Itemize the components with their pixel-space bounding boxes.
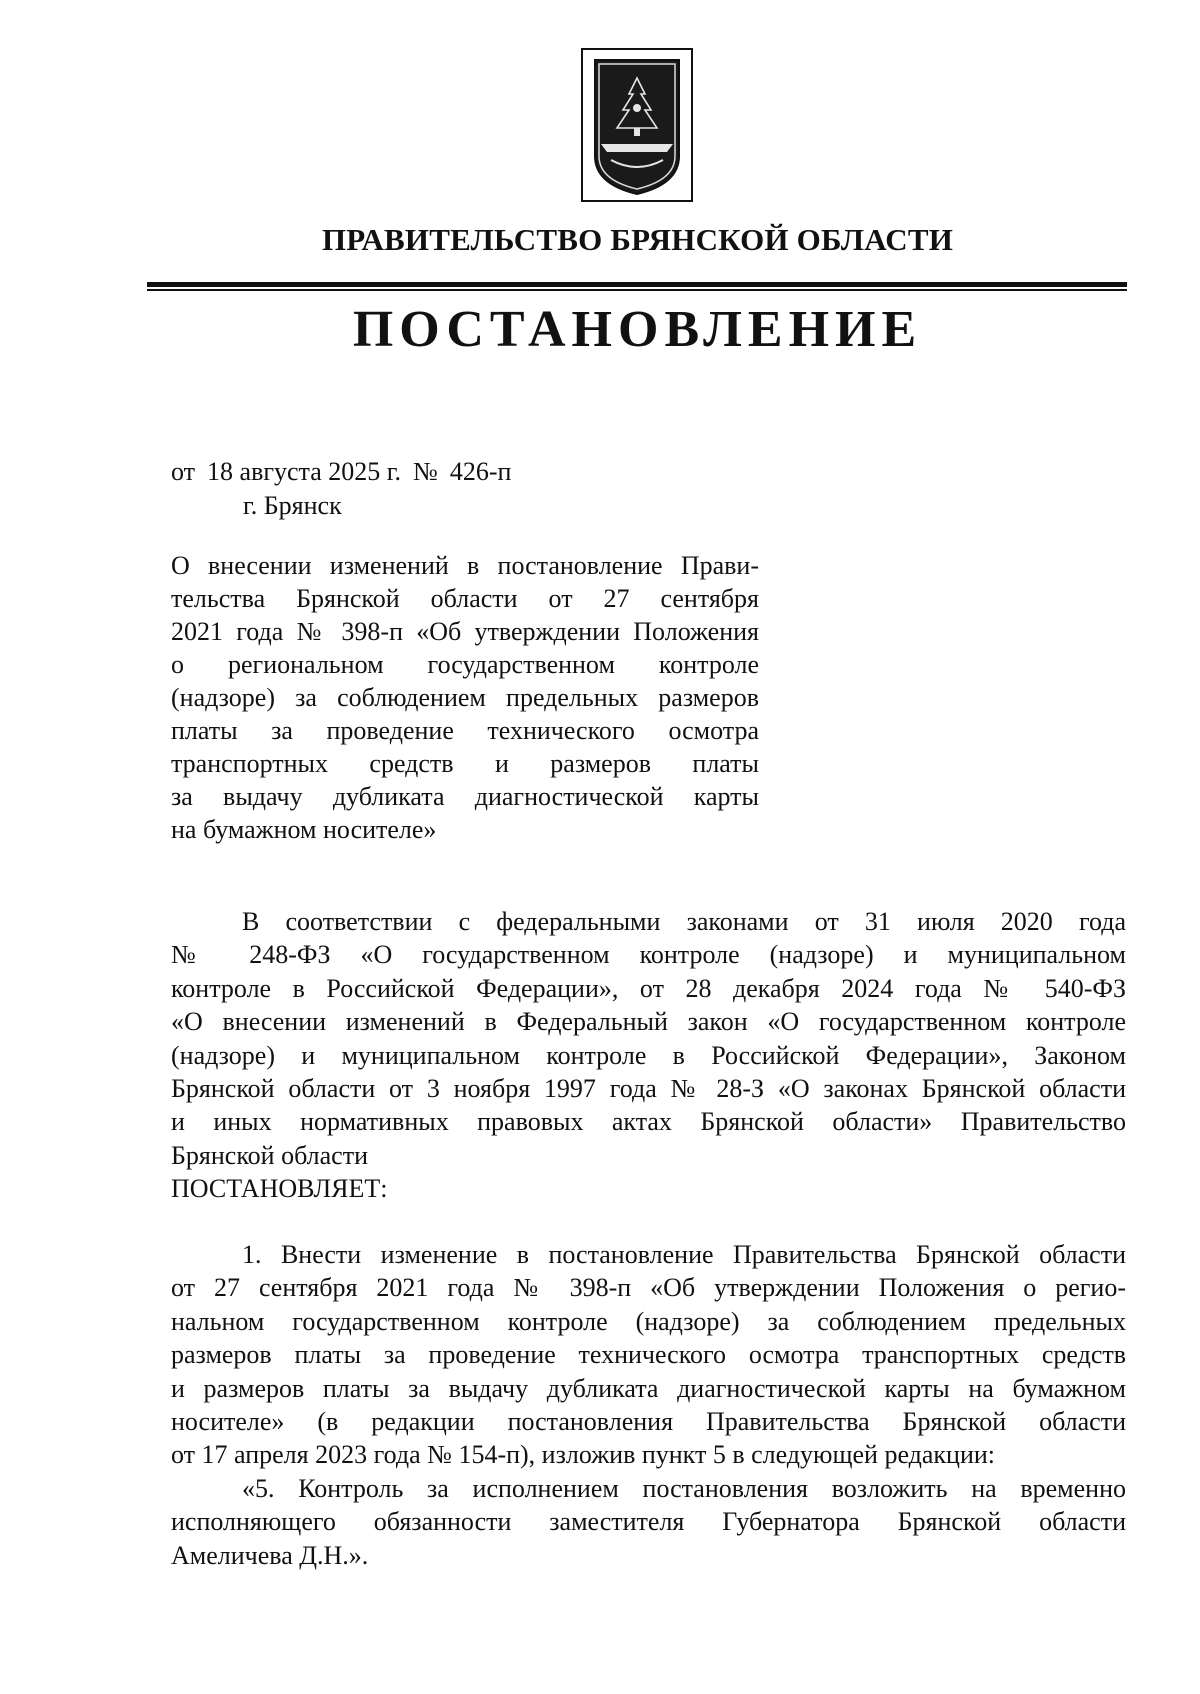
subject-line: платы за проведение технического осмотра — [171, 716, 759, 745]
clause-line: исполняющего обязанности заместителя Губернатора Брянской области — [171, 1507, 1126, 1537]
subject-line: тельства Брянской области от 27 сентября — [171, 584, 759, 613]
preamble-paragraph — [171, 905, 1126, 1206]
subject-line: (надзоре) за соблюдением предельных размеров — [171, 683, 759, 712]
preamble-line: контроле в Российской Федерации», от 28 декабря 2024 года № 540-ФЗ — [171, 973, 1126, 1003]
clause-paragraph — [171, 1238, 1126, 1572]
subject-line: 2021 года № 398-п «Об утверждении Положения — [171, 617, 759, 646]
number-sign: № — [413, 457, 438, 486]
clause-line: нальном государственном контроле (надзоре) за соблюдением предельных — [171, 1306, 1126, 1336]
preamble-line: № 248-ФЗ «О государственном контроле (надзоре) и муниципальном — [171, 940, 1126, 970]
date-prefix: от — [171, 457, 196, 486]
document-type-title: ПОСТАНОВЛЕНИЕ — [352, 301, 923, 358]
coat-of-arms-icon — [581, 48, 693, 202]
preamble-line: (надзоре) и муниципальном контроле в Российской Федерации», Законом — [171, 1040, 1126, 1070]
clause-line: от 27 сентября 2021 года № 398-п «Об утверждении Положения о регио- — [171, 1273, 1126, 1303]
preamble-line: «О внесении изменений в Федеральный закон «О государственном контроле — [171, 1007, 1126, 1037]
clause-line: 1. Внести изменение в постановление Правительства Брянской области — [242, 1240, 1126, 1269]
subject-line: на бумажном носителе» — [171, 815, 437, 844]
clause-line: Амеличева Д.Н.». — [171, 1540, 369, 1570]
document-date: 18 августа 2025 г. — [207, 457, 402, 486]
clause-line: размеров платы за проведение технического осмотра транспортных средств — [171, 1340, 1126, 1370]
preamble-line: Брянской области от 3 ноября 1997 года № 28-З «О законах Брянской области — [171, 1073, 1126, 1103]
preamble-line: и иных нормативных правовых актах Брянской области» Правительство — [171, 1107, 1126, 1137]
clause-line: «5. Контроль за исполнением постановления возложить на временно — [242, 1473, 1126, 1503]
document-city: г. Брянск — [243, 491, 342, 520]
resolves-heading: ПОСТАНОВЛЯЕТ: — [171, 1174, 388, 1204]
document-subject — [171, 549, 759, 846]
organization-title: ПРАВИТЕЛЬСТВО БРЯНСКОЙ ОБЛАСТИ — [321, 222, 954, 257]
header-divider-thin — [147, 289, 1127, 291]
clause-line: носителе» (в редакции постановления Правительства Брянской области — [171, 1406, 1126, 1436]
clause-line: от 17 апреля 2023 года № 154-п), изложив пункт 5 в следующей редакции: — [171, 1440, 996, 1470]
subject-line: транспортных средств и размеров платы — [171, 749, 759, 778]
document-number: 426-п — [449, 457, 512, 486]
preamble-line: В соответствии с федеральными законами от 31 июля 2020 года — [242, 907, 1126, 936]
subject-line: о региональном государственном контроле — [171, 650, 759, 679]
subject-line: О внесении изменений в постановление Прави- — [171, 551, 759, 580]
document-date-number — [171, 457, 511, 487]
clause-line: и размеров платы за выдачу дубликата диагностической карты на бумажном — [171, 1373, 1126, 1403]
preamble-line: Брянской области — [171, 1140, 368, 1170]
subject-line: за выдачу дубликата диагностической карты — [171, 782, 759, 811]
header-divider-thick — [147, 282, 1127, 287]
